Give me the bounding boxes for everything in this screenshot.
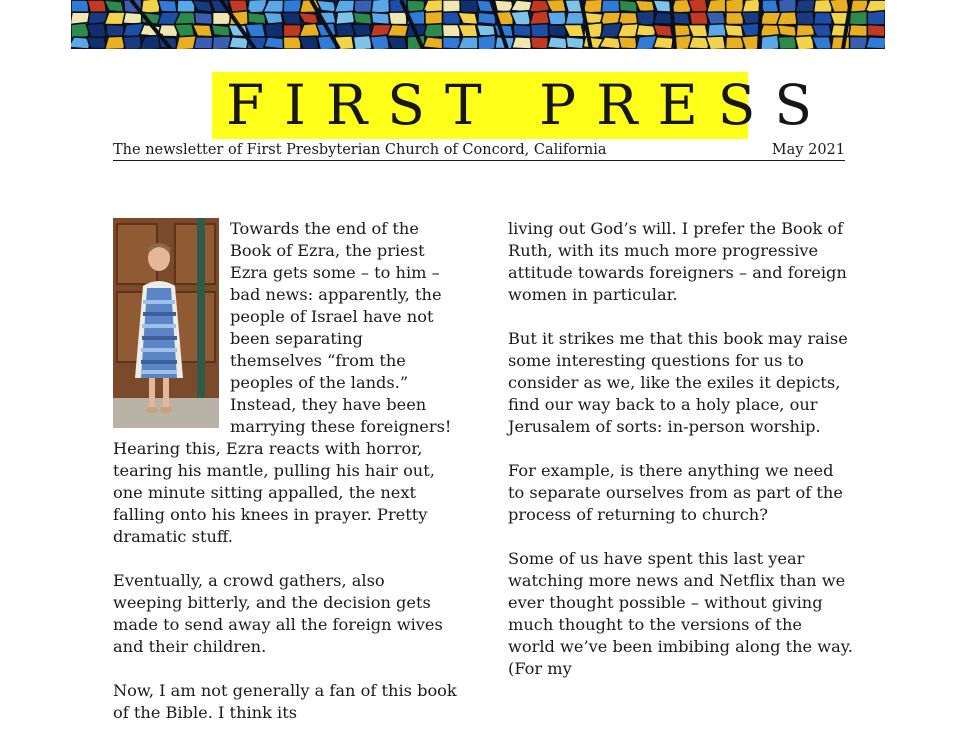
paragraph: For example, is there anything we need to separate ourselves from as part of the process of returning to church? <box>508 461 843 524</box>
glass-pane <box>353 35 372 49</box>
glass-pane <box>726 12 744 24</box>
glass-pane <box>71 0 89 12</box>
glass-pane <box>778 25 797 37</box>
glass-pane <box>213 12 231 25</box>
glass-pane <box>478 12 496 24</box>
glass-pane <box>831 36 850 49</box>
glass-pane <box>547 12 566 25</box>
glass-pane <box>458 37 481 49</box>
glass-pane <box>778 36 797 49</box>
masthead-title: FIRST PRESS <box>226 73 833 137</box>
glass-lead-line <box>759 0 761 49</box>
glass-pane <box>194 12 212 24</box>
article-column-right <box>508 218 853 702</box>
glass-pane <box>212 36 230 49</box>
glass-pane <box>123 36 142 49</box>
glass-pane <box>106 25 124 37</box>
glass-pane <box>653 37 674 49</box>
paragraph: Some of us have spent this last year watching more news and Netflix than we ever thought possible – without giving much thought to the versions of the world we’ve been imbibing along the way. (For my <box>508 549 853 678</box>
glass-pane <box>211 25 230 37</box>
glass-pane <box>283 0 301 13</box>
article-column-left <box>113 218 458 746</box>
issue-date: May 2021 <box>771 142 845 158</box>
glass-pane <box>158 0 177 12</box>
glass-pane <box>299 36 319 49</box>
stained-glass-banner <box>71 0 885 49</box>
glass-pane <box>530 24 548 38</box>
glass-pane <box>264 37 285 49</box>
glass-pane <box>512 37 533 49</box>
masthead-subtitle-line <box>113 140 845 161</box>
glass-pane <box>248 12 266 24</box>
glass-pane <box>867 11 885 27</box>
glass-pane <box>724 25 743 37</box>
glass-pane <box>867 25 885 37</box>
glass-pane <box>478 35 496 49</box>
glass-pane <box>460 0 478 12</box>
glass-pane <box>87 37 107 49</box>
paragraph: Towards the end of the Book of Ezra, the priest Ezra gets some – to him – bad news: apparently, the people of Israel have not been separating themselves “from the peoples of the lands.” Instead, they have been marrying these foreigners! Hearing this, Ezra reacts with horror, tearing his mantle, pulling his hair out, one minute sitting appalled, the next falling onto his knees in prayer. Pretty dramatic stuff. <box>113 219 452 546</box>
paragraph: But it strikes me that this book may raise some interesting questions for us to consider as we, like the exiles it depicts, find our way back to a holy place, our Jerusalem of sorts: in-person worship. <box>508 329 848 436</box>
glass-pane <box>618 37 637 49</box>
glass-pane <box>849 25 869 37</box>
glass-pane <box>513 25 531 37</box>
glass-pane <box>389 12 408 25</box>
glass-pane <box>443 37 461 49</box>
glass-pane <box>442 24 460 37</box>
paragraph: Now, I am not generally a fan of this book of the Bible. I think its <box>113 681 457 722</box>
glass-pane <box>282 12 301 24</box>
paragraph: living out God’s will. I prefer the Book of Ruth, with its much more progressive attitude towards foreigners – and foreign women in particular. <box>508 219 847 304</box>
glass-pane <box>583 0 604 13</box>
glass-pane <box>796 12 815 25</box>
glass-pane <box>530 37 549 49</box>
glass-pane <box>87 0 106 12</box>
newsletter-subtitle: The newsletter of First Presbyterian Church of Concord, California <box>113 142 607 158</box>
glass-pane <box>283 25 301 37</box>
glass-pane <box>547 37 568 49</box>
glass-pane <box>353 12 372 24</box>
author-photo <box>113 218 219 428</box>
glass-pane <box>371 12 389 24</box>
glass-pane <box>850 36 868 49</box>
paragraph: Eventually, a crowd gathers, also weeping bitterly, and the decision gets made to send away all the foreign wives and their children. <box>113 571 443 656</box>
glass-pane <box>866 37 885 49</box>
glass-pane <box>761 35 780 49</box>
glass-pane <box>566 37 584 49</box>
glass-pane <box>194 37 214 49</box>
glass-pane <box>423 24 444 38</box>
glass-pane <box>443 0 461 12</box>
glass-pane <box>423 37 445 49</box>
glass-pane <box>387 37 407 49</box>
glass-pane <box>354 0 373 13</box>
glass-pane <box>706 36 726 49</box>
glass-pane <box>689 12 708 26</box>
stained-glass-image <box>71 0 885 49</box>
glass-pane <box>601 0 620 12</box>
glass-pane <box>849 11 868 26</box>
glass-pane <box>619 0 637 12</box>
glass-pane <box>283 37 301 49</box>
